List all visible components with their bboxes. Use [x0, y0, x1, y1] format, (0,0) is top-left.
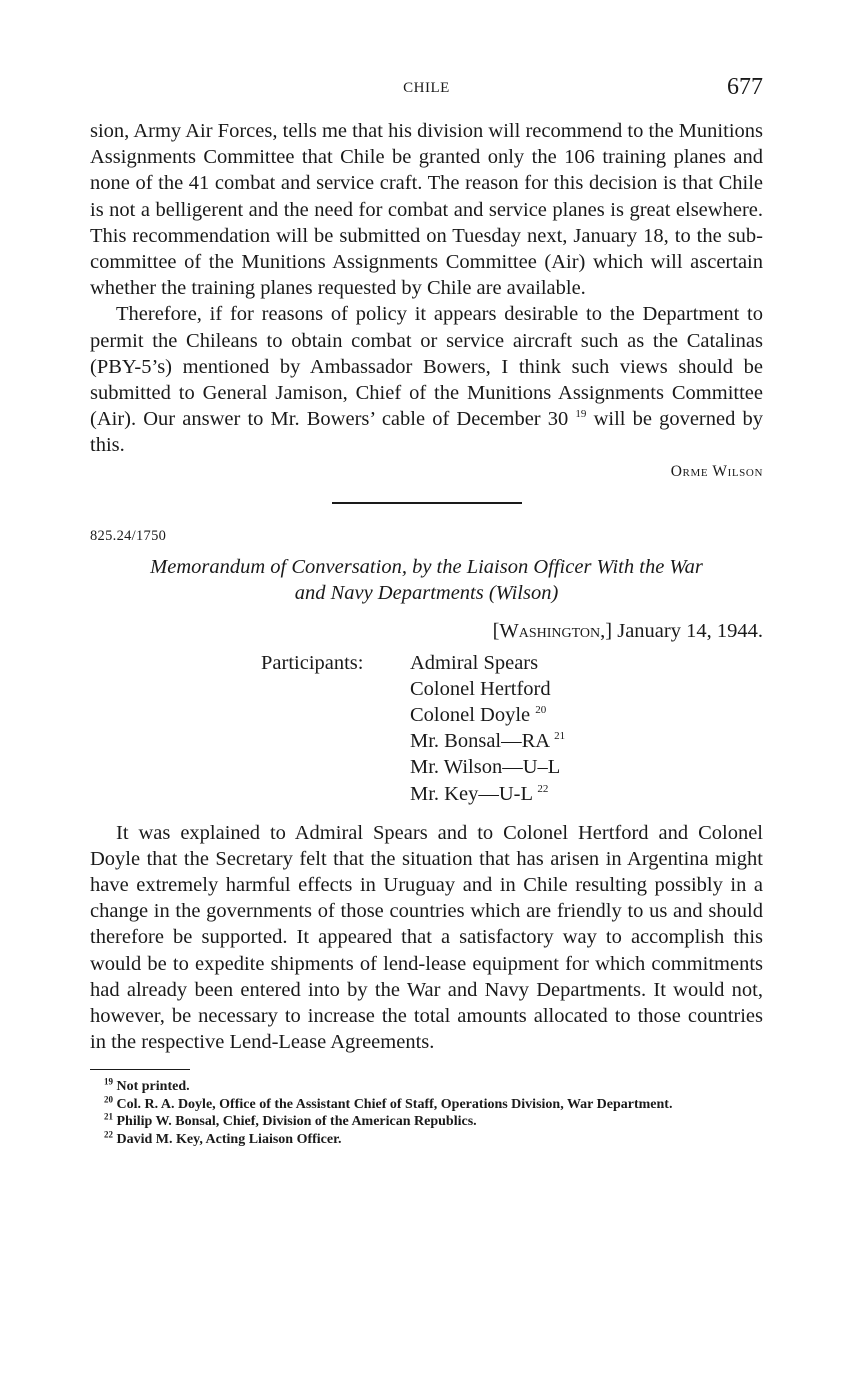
participant: Mr. Bonsal—RA $^{21}$: [410, 730, 566, 753]
participant: Mr. Key—U-L $^{22}$: [410, 782, 549, 805]
section-divider: [332, 502, 522, 504]
dateline-place: [Washington,]: [492, 619, 613, 642]
dateline: [90, 618, 763, 644]
signature: Orme Wilson: [670, 462, 763, 480]
title-line-2: and Navy Departments (Wilson): [294, 581, 559, 604]
participants-list: [410, 650, 565, 807]
file-number: 825.24/1750: [90, 527, 167, 544]
footnote-20: $^{20}$ Col. R. A. Doyle, Office of the Assistant Chief of Staff, Operations Division, War Department.: [104, 1094, 673, 1112]
paragraph-therefore-end: will be governed by this.: [90, 408, 763, 457]
footnote-21: $^{21}$ Philip W. Bonsal, Chief, Division of the American Republics.: [104, 1111, 477, 1130]
page-number: 677: [727, 74, 763, 100]
footnote-ref-19: 19: [575, 408, 587, 421]
footnote-divider: [90, 1069, 190, 1070]
participant: Colonel Hertford: [410, 677, 551, 700]
paragraph-continued: sion, Army Air Forces, tells me that his division will recommend to the Munitions Assignments Committee that Chile be granted only the 106 training planes and none of the 41 combat and service craft. The reason for this decision is that Chile is not a belligerent and the need for combat and service planes is great elsewhere. This recommendation will be submitted on Tuesday next, January 18, to the sub-committee of the Munitions Assignments Committee (Air) which will ascertain whether the training planes requested by Chile are available.: [90, 120, 763, 300]
paragraph-therefore-text: Therefore, if for reasons of policy it appears desirable to the Department to permit the Chileans to obtain combat or service aircraft such as the Catalinas (PBY-5’s) mentioned by Ambassador Bowers, I think such views should be submitted to General Jamison, Chief of the Munitions Assignments Committee (Air). Our answer to Mr. Bowers’ cable of December 30: [90, 303, 763, 431]
footnote-ref-21: 21: [554, 730, 566, 743]
footnotes: [90, 1078, 763, 1148]
memorandum-title: [90, 554, 763, 606]
page-header: [90, 74, 763, 104]
running-title: CHILE: [403, 80, 450, 96]
page-body: [90, 118, 763, 1148]
footnote-ref-20: 20: [535, 704, 547, 717]
participant: Colonel Doyle $^{20}$: [410, 704, 547, 727]
footnote-22: $^{22}$ David M. Key, Acting Liaison Officer.: [104, 1129, 342, 1147]
participants-label: Participants:: [261, 651, 364, 674]
paragraph-therefore: [90, 301, 763, 458]
footnote-ref-22: 22: [537, 782, 549, 795]
title-line-1: Memorandum of Conversation, by the Liaison Officer With the War: [150, 555, 703, 578]
footnote-19: $^{19}$ Not printed.: [104, 1076, 190, 1095]
paragraph-explained: It was explained to Admiral Spears and to Colonel Hertford and Colonel Doyle that the Secretary felt that the situation that has arisen in Argentina might have extremely harmful effects in Uruguay and in Chile resulting possibly in a change in the governments of those countries which are friendly to us and should therefore be supported. It appeared that a satisfactory way to accomplish this would be to expedite shipments of lend-lease equipment for which commitments had already been entered into by the War and Navy Departments. It would not, however, be necessary to increase the total amounts allocated to those countries in the respective Lend-Lease Agreements.: [90, 821, 763, 1054]
dateline-date: January 14, 1944.: [617, 619, 763, 642]
participant: Admiral Spears: [410, 651, 539, 674]
participants-block: [90, 650, 763, 810]
participant: Mr. Wilson—U–L: [410, 756, 561, 779]
